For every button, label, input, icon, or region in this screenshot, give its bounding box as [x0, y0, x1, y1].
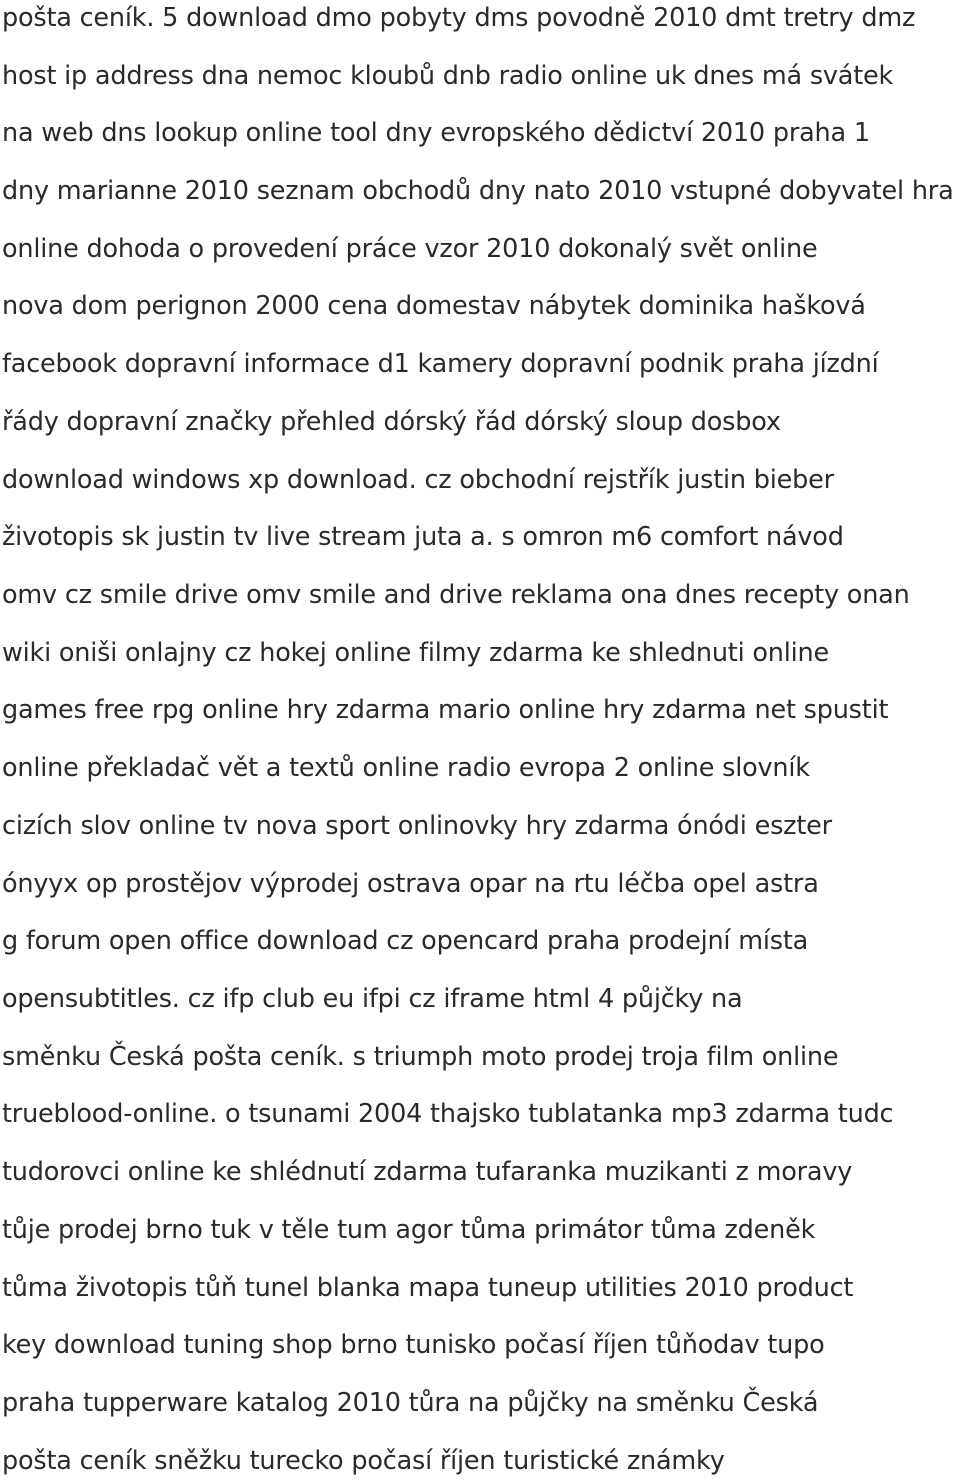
text-line-6: nova dom perignon 2000 cena domestav nábytek dominika hašková: [2, 291, 866, 321]
text-line-26: pošta ceník sněžku turecko počasí říjen turistické známky: [2, 1446, 725, 1476]
text-line-21: tudorovci online ke shlédnutí zdarma tufaranka muzikanti z moravy: [2, 1157, 853, 1187]
text-line-16: ónyyx op prostějov výprodej ostrava opar na rtu léčba opel astra: [2, 869, 819, 899]
text-line-3: na web dns lookup online tool dny evropského dědictví 2010 praha 1: [2, 118, 870, 148]
text-line-4: dny marianne 2010 seznam obchodů dny nato 2010 vstupné dobyvatel hra: [2, 176, 954, 206]
text-line-15: cizích slov online tv nova sport onlinovky hry zdarma ónódi eszter: [2, 811, 832, 841]
text-line-19: směnku Česká pošta ceník. s triumph moto prodej troja film online: [2, 1042, 839, 1072]
text-line-24: key download tuning shop brno tunisko počasí říjen tůňodav tupo: [2, 1330, 825, 1360]
text-line-20: trueblood-online. o tsunami 2004 thajsko tublatanka mp3 zdarma tudc: [2, 1099, 894, 1129]
text-line-23: tůma životopis tůň tunel blanka mapa tuneup utilities 2010 product: [2, 1273, 854, 1303]
text-line-8: řády dopravní značky přehled dórský řád dórský sloup dosbox: [2, 407, 781, 437]
text-line-1: pošta ceník. 5 download dmo pobyty dms povodně 2010 dmt tretry dmz: [2, 3, 916, 33]
text-line-13: games free rpg online hry zdarma mario online hry zdarma net spustit: [2, 695, 889, 725]
text-line-11: omv cz smile drive omv smile and drive reklama ona dnes recepty onan: [2, 580, 910, 610]
text-line-18: opensubtitles. cz ifp club eu ifpi cz iframe html 4 půjčky na: [2, 984, 743, 1014]
text-line-22: tůje prodej brno tuk v těle tum agor tůma primátor tůma zdeněk: [2, 1215, 816, 1245]
text-line-7: facebook dopravní informace d1 kamery dopravní podnik praha jízdní: [2, 349, 879, 379]
text-line-9: download windows xp download. cz obchodní rejstřík justin bieber: [2, 465, 834, 495]
text-line-25: praha tupperware katalog 2010 tůra na půjčky na směnku Česká: [2, 1388, 819, 1418]
text-line-14: online překladač vět a textů online radio evropa 2 online slovník: [2, 753, 810, 783]
text-line-2: host ip address dna nemoc kloubů dnb radio online uk dnes má svátek: [2, 61, 894, 91]
text-line-5: online dohoda o provedení práce vzor 2010 dokonalý svět online: [2, 234, 818, 264]
text-line-12: wiki oniši onlajny cz hokej online filmy zdarma ke shlednuti online: [2, 638, 829, 668]
text-line-17: g forum open office download cz opencard praha prodejní místa: [2, 926, 809, 956]
text-line-10: životopis sk justin tv live stream juta a. s omron m6 comfort návod: [2, 522, 844, 552]
